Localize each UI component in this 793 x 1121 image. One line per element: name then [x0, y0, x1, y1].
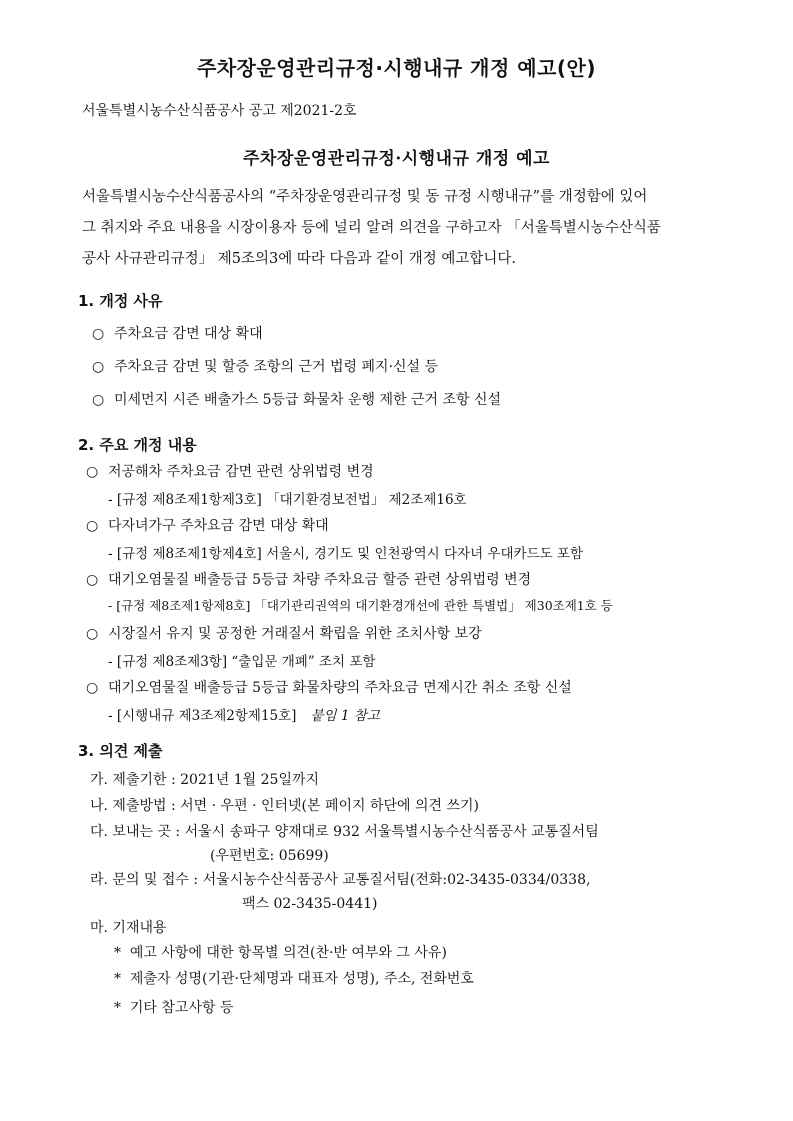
- list-sub-item: - [시행내규 제3조제2항제15호] 붙임 1 참고: [108, 708, 380, 724]
- notice-number: 서울특별시농수산식품공사 공고 제2021-2호: [82, 103, 357, 119]
- list-sub-item: - [규정 제8조제1항제4호] 서울시, 경기도 및 인천광역시 다자녀 우대카드도 포함: [108, 546, 584, 562]
- list-item: ○ 저공해차 주차요금 감면 관련 상위법령 변경: [86, 464, 374, 480]
- intro-line: 그 취지와 주요 내용을 시장이용자 등에 널리 알려 의견을 구하고자 「서울특별시농수산식품: [82, 220, 661, 236]
- intro-line: 서울특별시농수산식품공사의 “주차장운영관리규정 및 동 규정 시행내규”를 개정함에 있어: [82, 189, 648, 205]
- list-sub-item: - [규정 제8조제1항제3호] 「대기환경보전법」 제2조제16호: [108, 492, 467, 508]
- list-sub-item: - [규정 제8조제3항] “출입문 개폐” 조치 포함: [108, 654, 376, 670]
- list-item: ○ 주차요금 감면 및 할증 조항의 근거 법령 폐지·신설 등: [92, 359, 439, 375]
- postal-code: (우편번호: 05699): [210, 848, 329, 864]
- list-item: ○ 대기오염물질 배출등급 5등급 차량 주차요금 할증 관련 상위법령 변경: [86, 572, 532, 588]
- notice-subtitle: 주차장운영관리규정·시행내규 개정 예고: [243, 149, 550, 169]
- list-item: ○ 주차요금 감면 대상 확대: [92, 326, 263, 342]
- submission-deadline: 가. 제출기한 : 2021년 1월 25일까지: [90, 772, 320, 788]
- contact-info: 라. 문의 및 접수 : 서울시농수산식품공사 교통질서팀(전화:02-3435-0334/0338,: [90, 872, 591, 888]
- intro-line: 공사 사규관리규정」 제5조의3에 따라 다음과 같이 개정 예고합니다.: [82, 251, 517, 267]
- content-requirements-label: 마. 기재내용: [90, 920, 167, 936]
- list-item: ○ 대기오염물질 배출등급 5등급 화물차량의 주차요금 면제시간 취소 조항 신설: [86, 680, 572, 696]
- asterisk-icon: *: [114, 1000, 121, 1016]
- page-title: 주차장운영관리규정·시행내규 개정 예고(안): [196, 56, 597, 80]
- bullet-circle-icon: ○: [92, 392, 105, 408]
- section-heading-reasons: 1. 개정 사유: [78, 292, 163, 310]
- note-item: * 제출자 성명(기관·단체명과 대표자 성명), 주소, 전화번호: [114, 971, 474, 987]
- list-item: ○ 다자녀가구 주차요금 감면 대상 확대: [86, 518, 329, 534]
- list-sub-item: - [규정 제8조제1항제8호] 「대기관리권역의 대기환경개선에 관한 특별법」 제30조제1호 등: [108, 598, 613, 613]
- list-item: ○ 미세먼지 시즌 배출가스 5등급 화물차 운행 제한 근거 조항 신설: [92, 392, 502, 408]
- bullet-circle-icon: ○: [86, 518, 99, 534]
- fax-number: 팩스 02-3435-0441): [242, 896, 378, 912]
- bullet-circle-icon: ○: [86, 464, 99, 480]
- bullet-circle-icon: ○: [86, 626, 99, 642]
- section-heading-main-changes: 2. 주요 개정 내용: [78, 436, 197, 454]
- note-item: * 예고 사항에 대한 항목별 의견(찬·반 여부와 그 사유): [114, 945, 447, 961]
- asterisk-icon: *: [114, 945, 121, 961]
- asterisk-icon: *: [114, 971, 121, 987]
- submission-address: 다. 보내는 곳 : 서울시 송파구 양재대로 932 서울특별시농수산식품공사 교통질서팀: [90, 824, 599, 840]
- list-item: ○ 시장질서 유지 및 공정한 거래질서 확립을 위한 조치사항 보강: [86, 626, 482, 642]
- intro-paragraph: [82, 182, 732, 275]
- bullet-circle-icon: ○: [86, 680, 99, 696]
- bullet-circle-icon: ○: [86, 572, 99, 588]
- section-heading-submission: 3. 의견 제출: [78, 742, 163, 760]
- bullet-circle-icon: ○: [92, 359, 105, 375]
- submission-method: 나. 제출방법 : 서면 · 우편 · 인터넷(본 페이지 하단에 의견 쓰기): [90, 798, 479, 814]
- attachment-note: 붙임 1 참고: [310, 708, 380, 724]
- bullet-circle-icon: ○: [92, 326, 105, 342]
- note-item: * 기타 참고사항 등: [114, 1000, 234, 1016]
